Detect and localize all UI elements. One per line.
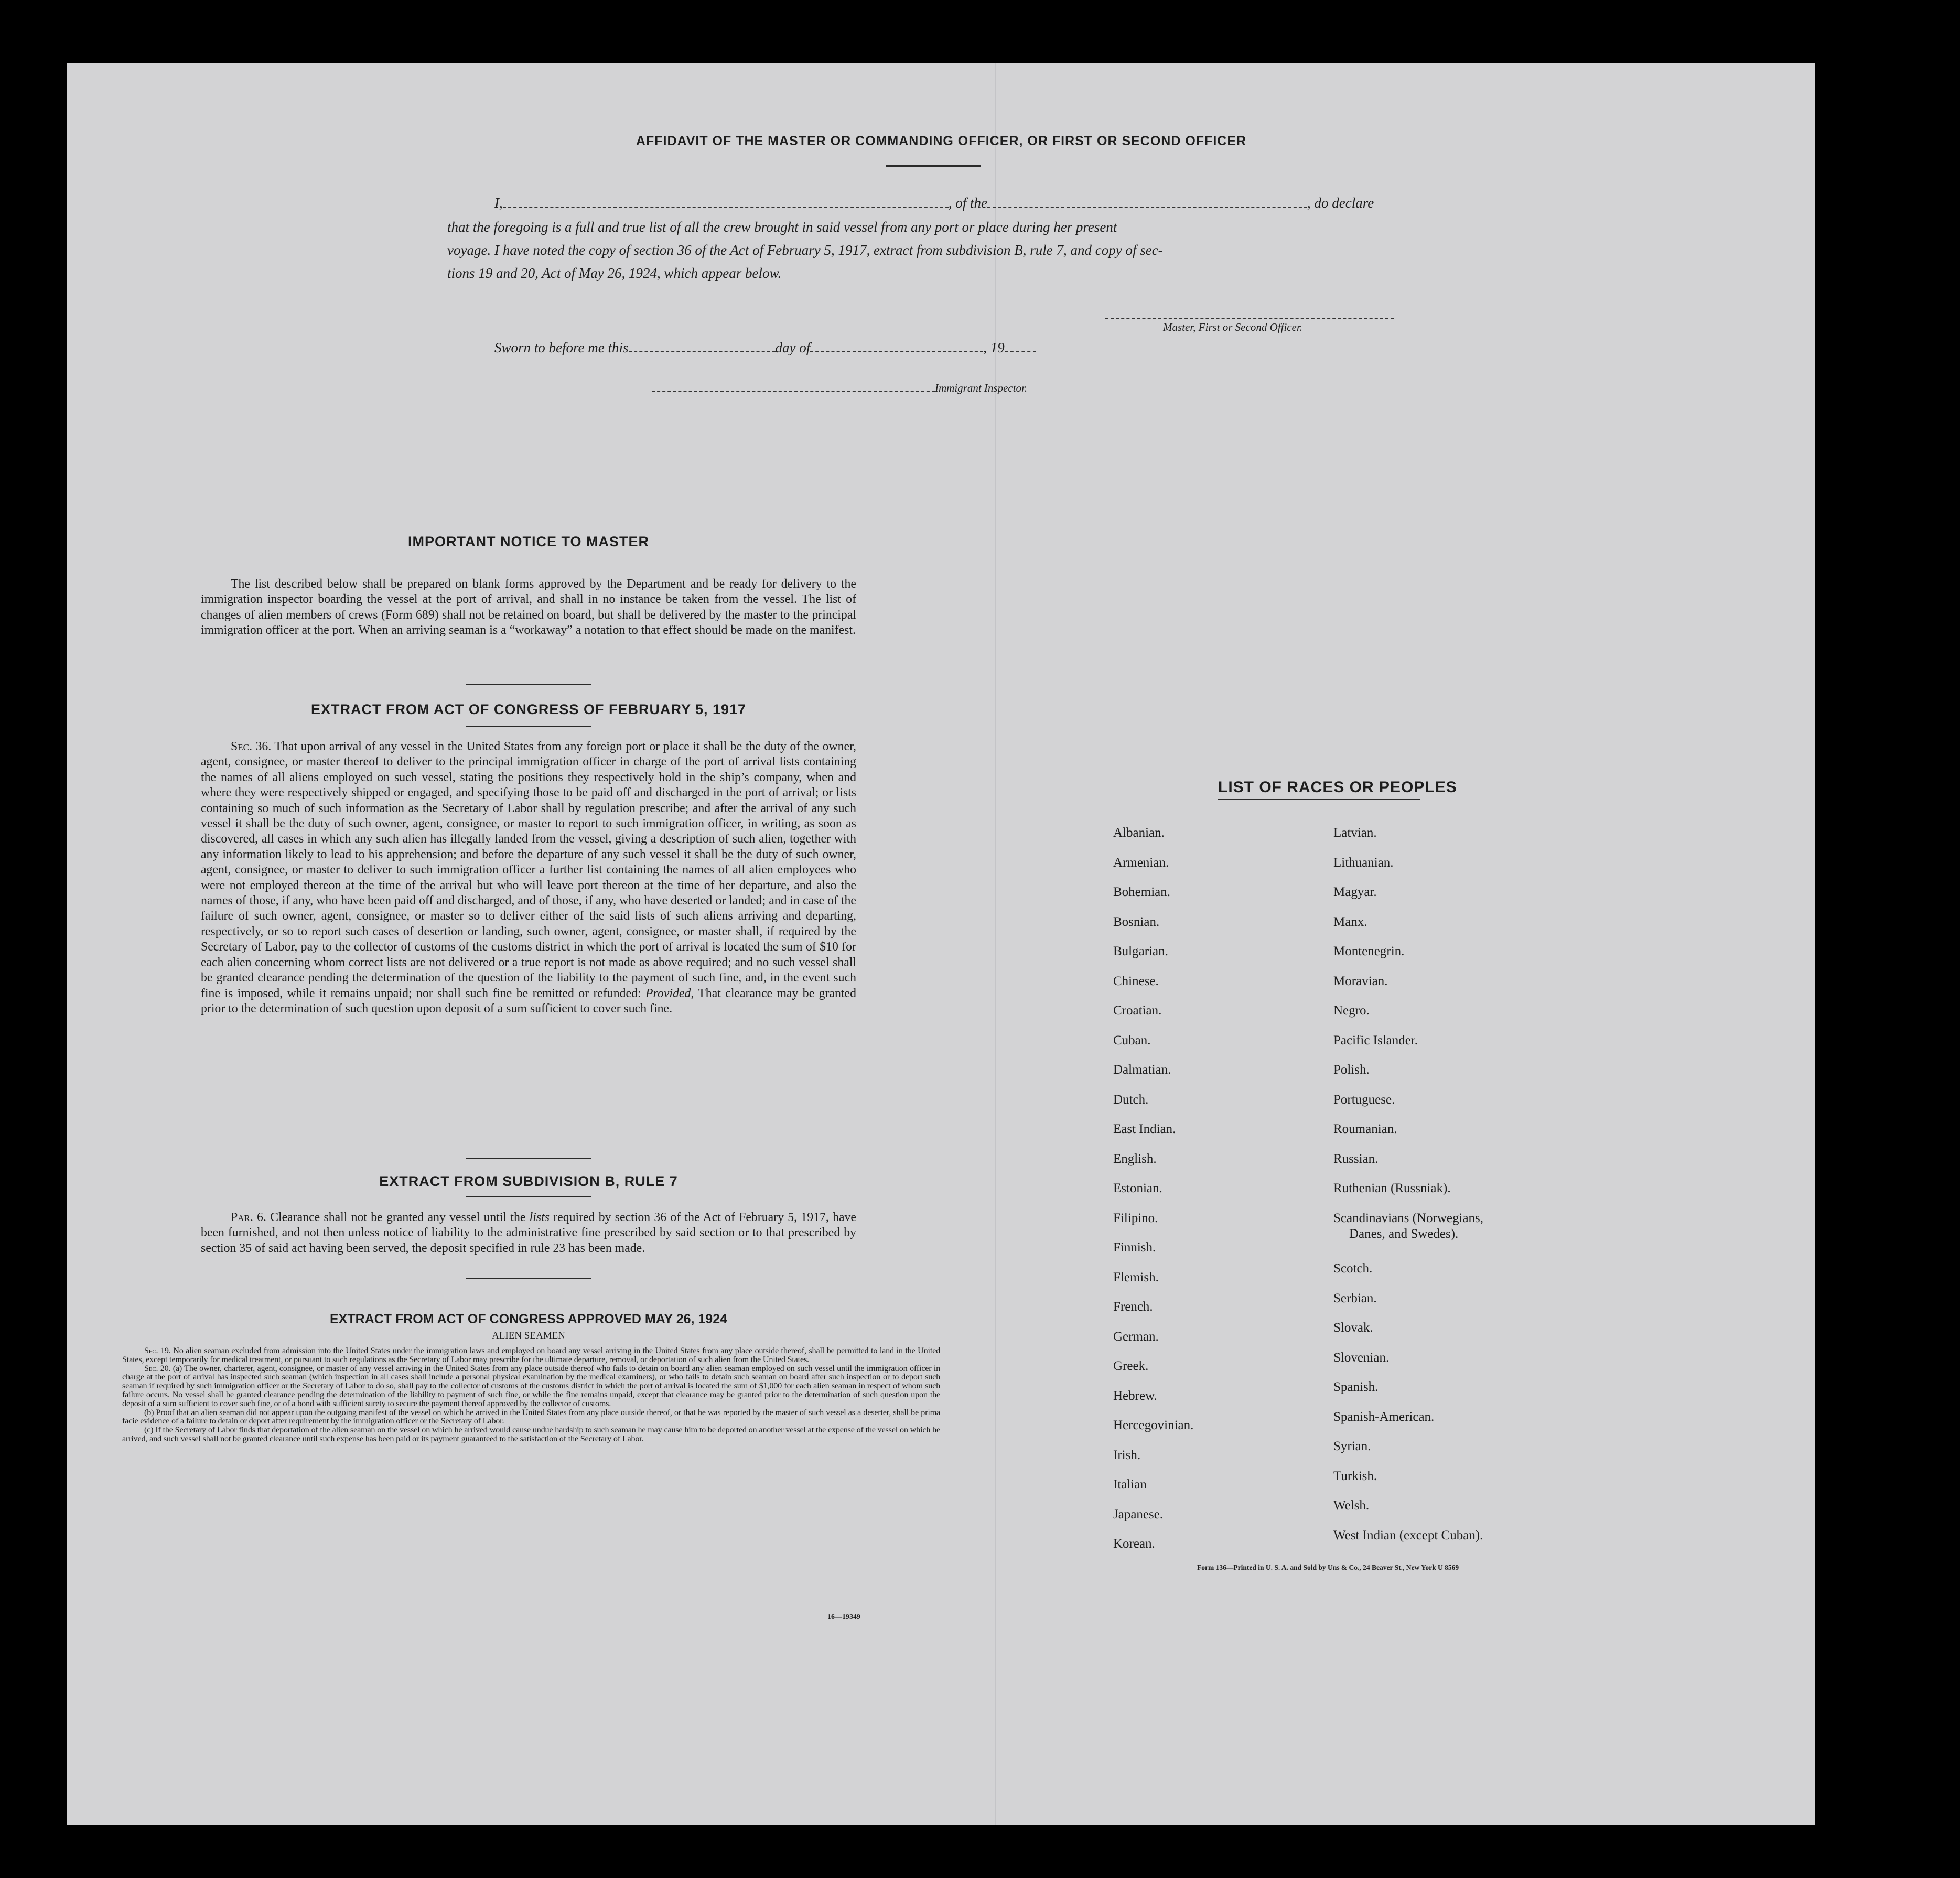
race-item: Spanish-American. — [1333, 1409, 1435, 1424]
race-item: Filipino. — [1113, 1211, 1158, 1225]
race-item: Roumanian. — [1333, 1122, 1397, 1136]
extract-1917-body — [201, 739, 856, 1017]
affidavit-suffix: , do declare — [1307, 195, 1374, 211]
sec-20b-text: (b) Proof that an alien seaman did not appear upon the outgoing manifest of the vessel on which he arrived in the United States from any place outside thereof, or that he was reported by the master of such vessel as a deserter, shall be prima facie evidence of a failure to detain or deport after requirement by the immigration officer or the Secretary of Labor. — [122, 1407, 940, 1426]
affidavit-middle: , of the — [948, 195, 987, 211]
par-6-text-a: Clearance shall not be granted any vessel until the — [270, 1211, 526, 1224]
affidavit-line-3: voyage. I have noted the copy of section 36 of the Act of February 5, 1917, extract from subdivision B, rule 7, and copy of sec- — [447, 242, 1163, 258]
form-number: 16—19349 — [827, 1613, 860, 1621]
races-rule — [1218, 799, 1420, 800]
race-item: Bulgarian. — [1113, 944, 1168, 958]
affidavit-title: AFFIDAVIT OF THE MASTER OR COMMANDING OFFICER, OR FIRST OR SECOND OFFICER — [636, 134, 1247, 148]
race-item: Chinese. — [1113, 974, 1159, 988]
sworn-month-blank[interactable] — [810, 343, 983, 352]
rule7-body — [201, 1210, 856, 1256]
extract-1917-title: EXTRACT FROM ACT OF CONGRESS OF FEBRUARY 5, 1917 — [310, 701, 747, 717]
divider — [466, 1158, 591, 1159]
race-item: Estonian. — [1113, 1181, 1162, 1195]
race-item: Korean. — [1113, 1537, 1155, 1551]
divider — [466, 1278, 591, 1279]
par-6-label: Par. 6. — [231, 1211, 266, 1224]
master-signature-line[interactable] — [1105, 309, 1394, 321]
inspector-line — [652, 382, 1027, 395]
race-item: Serbian. — [1333, 1291, 1377, 1305]
race-item: Russian. — [1333, 1151, 1379, 1166]
race-item: Italian — [1113, 1477, 1147, 1492]
race-item: Albanian. — [1113, 826, 1165, 840]
divider — [466, 684, 591, 685]
vessel-blank[interactable] — [987, 198, 1307, 208]
race-item: Scotch. — [1333, 1261, 1373, 1276]
act-1924-title: EXTRACT FROM ACT OF CONGRESS APPROVED MAY 26, 1924 — [329, 1312, 728, 1326]
sworn-prefix: Sworn to before me this — [494, 340, 629, 355]
race-item: Croatian. — [1113, 1003, 1162, 1018]
race-item: Bohemian. — [1113, 885, 1171, 899]
race-item: Polish. — [1333, 1063, 1370, 1077]
affidavit-line-4: tions 19 and 20, Act of May 26, 1924, which appear below. — [447, 265, 782, 281]
inspector-signature-blank[interactable] — [652, 382, 935, 392]
notice-title: IMPORTANT NOTICE TO MASTER — [408, 534, 649, 549]
sworn-suffix: , 19 — [983, 340, 1005, 355]
divider — [466, 1196, 591, 1197]
race-item: Irish. — [1113, 1448, 1141, 1462]
race-item: Pacific Islander. — [1333, 1033, 1418, 1048]
sworn-line — [494, 340, 1036, 356]
race-item: Danes, and Swedes). — [1349, 1226, 1459, 1241]
race-item: Magyar. — [1333, 885, 1377, 899]
master-label: Master, First or Second Officer. — [1163, 321, 1302, 333]
race-item: East Indian. — [1113, 1122, 1176, 1136]
race-item: English. — [1113, 1151, 1157, 1166]
sec-36-text: That upon arrival of any vessel in the United States from any foreign port or place it shall be the duty of the owner, agent, consignee, or master thereof to deliver to the principal immigration officer in charge of the port of arrival lists containing the names of all aliens employed on such vessel, stating the positions they respectively hold in the ship’s company, when and where they were respectively shipped or engaged, and specifying those to be paid off and discharged in the port of arrival; or lists containing so much of such information as the Secretary of Labor shall by regulation prescribe; and after the arrival of any such vessel it shall be the duty of such owner, agent, consignee, or master to report to such immigration officer, in writing, as soon as discovered, all cases in which any such alien has illegally landed from the vessel, giving a description of such alien, together with any information likely to lead to his apprehension; and before the departure of any such vessel it shall be the duty of such owner, agent, consignee, or master to deliver to such immigration officer a further list containing the names of all alien employees who were not employed thereon at the time of the arrival but who will leave port thereon at the time of her departure, and also the names of those, if any, who have been paid off and discharged, and of those, if any, who have deserted or landed; and in case of the failure of such owner, agent, consignee, or master so to deliver either of the said lists of such aliens arriving and departing, respectively, or so to report such cases of desertion or landing, such owner, agent, consignee, or master shall, if required by the Secretary of Labor, pay to the collector of customs of the customs district in which the port of arrival is located the sum of $10 for each alien concerning whom correct lists are not delivered or a true report is not made as above required; and no such vessel shall be granted clearance pending the determination of the question of the liability to the payment of such fine, and, in the event such fine is imposed, while it remains unpaid; nor shall such fine be remitted or refunded: — [201, 740, 856, 1000]
race-item: Finnish. — [1113, 1240, 1156, 1255]
inspector-label: Immigrant Inspector. — [935, 382, 1028, 394]
affidavit-line-1 — [494, 195, 1374, 211]
race-item: Armenian. — [1113, 855, 1169, 870]
race-item: Hebrew. — [1113, 1388, 1157, 1403]
sworn-middle: day of — [775, 340, 811, 355]
sec-19-text: No alien seaman excluded from admission into the United States under the immigration laws and employed on board any vessel arriving in the United States from any place outside thereof, shall be permitted to land in the United States, except temporarily for medical treatment, or pursuant to such regulations as the Secretary of Labor may prescribe for the ultimate departure, removal, or deportation of such alien from the United States. — [122, 1346, 941, 1364]
race-item: Lithuanian. — [1333, 855, 1394, 870]
race-item: Slovak. — [1333, 1321, 1373, 1335]
document-page — [67, 63, 1815, 1825]
race-item: Turkish. — [1333, 1469, 1377, 1483]
race-item: Spanish. — [1333, 1380, 1379, 1394]
race-item: Dalmatian. — [1113, 1063, 1171, 1077]
race-item: West Indian (except Cuban). — [1333, 1528, 1483, 1542]
divider — [466, 726, 591, 727]
race-item: Negro. — [1333, 1003, 1370, 1018]
race-item: Cuban. — [1113, 1033, 1151, 1048]
sec-20-label: Sec. 20. — [144, 1363, 171, 1373]
fold-line — [995, 63, 996, 1825]
par-6-text-b: required by section 36 of the Act of February 5, 1917, have been furnished, and not then unless notice of liability to the administrative fine prescribed by said section or to that prescribed by section 35 of said act having been served, the deposit specified in rule 23 has been made. — [201, 1211, 856, 1255]
affidavit-line-2: that the foregoing is a full and true list of all the crew brought in said vessel from any port or place during her present — [447, 219, 1117, 235]
race-item: Dutch. — [1113, 1092, 1149, 1107]
race-item: Bosnian. — [1113, 914, 1160, 929]
rule7-title: EXTRACT FROM SUBDIVISION B, RULE 7 — [379, 1173, 678, 1189]
proviso-text: That clearance may be granted prior to the determination of such question upon deposit of a sum sufficient to cover such fine. — [201, 986, 856, 1016]
affidavit-rule — [886, 165, 981, 167]
sworn-day-blank[interactable] — [629, 343, 776, 352]
race-item: Montenegrin. — [1333, 944, 1405, 958]
proviso-label: Provided, — [645, 986, 694, 1000]
race-item: French. — [1113, 1300, 1153, 1314]
race-item: Hercegovinian. — [1113, 1418, 1194, 1432]
sec-20a-text: (a) The owner, charterer, agent, consignee, or master of any vessel arriving in the United States from any place outside thereof who fails to detain on board any alien seaman employed on such vessel until the immigration officer in charge at the port of arrival has inspected such seaman (which inspection in all cases shall include a personal physical examination by the medical examiners), or who fails to detain such seaman on board after such inspection or to deport such seaman if required by such immigration officer or the Secretary of Labor to do so, shall pay to the collector of customs of the customs district in which the port of arrival is located the sum of $1,000 for each alien seaman in respect of whom such failure occurs. No vessel shall be granted clearance pending the determination of the liability to payment of such fine, or while the fine remains unpaid, except that clearance may be granted prior to the determination of such question upon the deposit of a sum sufficient to cover such fine, or of a bond with sufficient surety to secure the payment thereof approved by the collector of customs. — [122, 1363, 940, 1408]
race-item: Portuguese. — [1333, 1092, 1395, 1107]
race-item: Manx. — [1333, 914, 1367, 929]
races-title: LIST OF RACES OR PEOPLES — [1218, 779, 1457, 796]
sec-20c-text: (c) If the Secretary of Labor finds that deportation of the alien seaman on the vessel on which he arrived would cause undue hardship to such seaman he may cause him to be deported on another vessel at the expense of the vessel on which he arrived, and such vessel shall not be granted clearance until such expense has been paid or its payment guaranteed to the satisfaction of the Secretary of Labor. — [122, 1425, 940, 1443]
lists-word: lists — [529, 1211, 550, 1224]
sec-19-label: Sec. 19. — [144, 1346, 171, 1355]
race-item: Scandinavians (Norwegians, — [1333, 1211, 1484, 1225]
act-1924-body — [122, 1346, 940, 1443]
race-item: Moravian. — [1333, 974, 1388, 988]
notice-body — [201, 577, 856, 639]
sworn-year-blank[interactable] — [1005, 343, 1036, 352]
act-1924-subtitle: ALIEN SEAMEN — [492, 1330, 565, 1341]
race-item: Greek. — [1113, 1359, 1149, 1373]
race-item: German. — [1113, 1329, 1159, 1344]
race-item: Syrian. — [1333, 1439, 1371, 1453]
race-item: Slovenian. — [1333, 1350, 1390, 1365]
affidavit-prefix: I, — [494, 195, 503, 211]
sec-36-label: Sec. 36. — [231, 740, 272, 753]
name-blank[interactable] — [503, 198, 949, 208]
form-footer: Form 136—Printed in U. S. A. and Sold by Uns & Co., 24 Beaver St., New York U 8569 — [1197, 1563, 1459, 1571]
race-item: Flemish. — [1113, 1270, 1159, 1285]
race-item: Latvian. — [1333, 826, 1377, 840]
notice-text: The list described below shall be prepared on blank forms approved by the Department and be ready for delivery to the immigration inspector boarding the vessel at the port of arrival, and shall in no instance be taken from the vessel. The list of changes of alien members of crews (Form 689) shall not be retained on board, but shall be delivered by the master to the principal immigration officer at the port. When an arriving seaman is a “workaway” a notation to that effect should be made on the manifest. — [201, 577, 856, 638]
race-item: Japanese. — [1113, 1507, 1164, 1521]
race-item: Welsh. — [1333, 1498, 1370, 1513]
race-item: Ruthenian (Russniak). — [1333, 1181, 1451, 1195]
